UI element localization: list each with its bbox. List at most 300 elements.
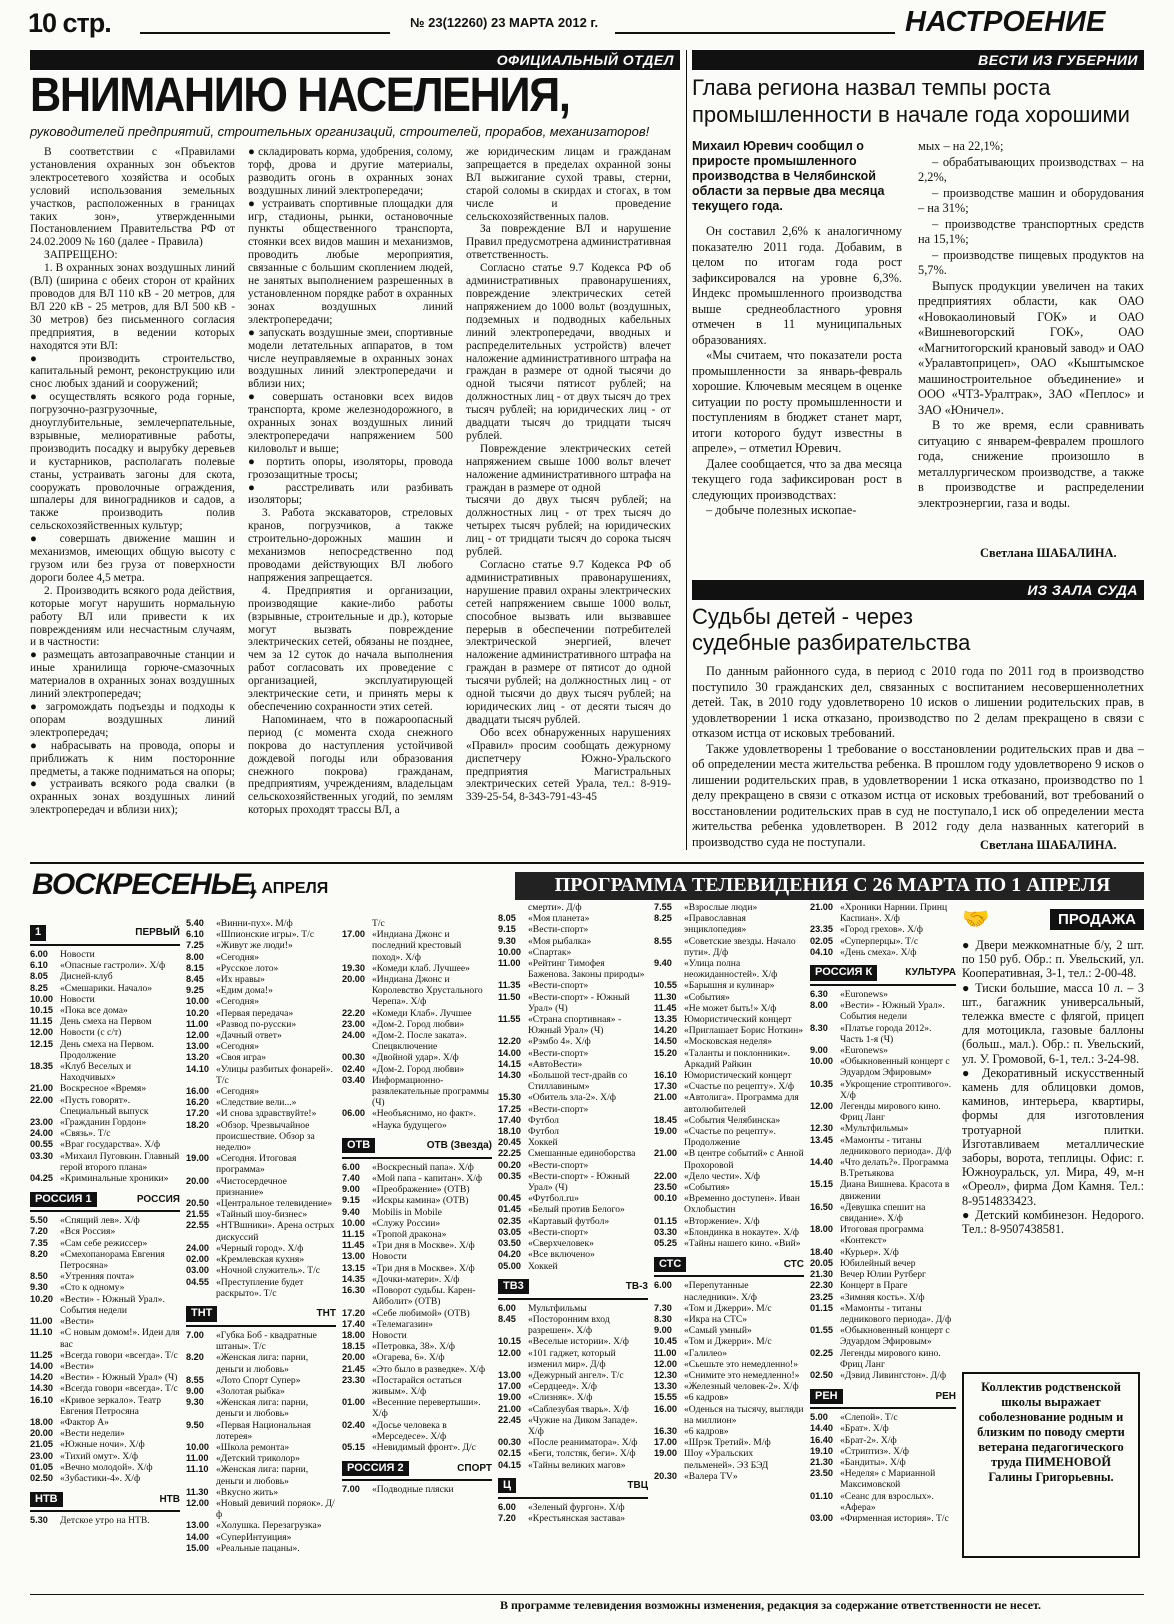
channel-logo: РЕН [810, 1389, 843, 1404]
tv-show: Вечер Юлии Рутберг [840, 1269, 926, 1281]
tv-time: 10.00 [498, 946, 521, 957]
tv-listing [654, 992, 804, 1003]
tv-show: «Кремлевская кухня» [216, 1254, 305, 1266]
tv-show: Информационно-развлекательные программы (Ч) [372, 1074, 489, 1109]
tv-listing [342, 1484, 492, 1495]
tv-show: «Счастье по рецепту». Х/ф [684, 1081, 795, 1093]
tv-show: «Южные ночи». Х/ф [60, 1439, 145, 1451]
tv-show: смерти». Д/ф [528, 902, 582, 913]
channel-name: ТВ-3 [625, 1281, 648, 1293]
tv-show: «Винни-пух». М/ф [216, 918, 293, 929]
tv-show: «Мой папа - капитан». Х/ф [372, 1173, 483, 1185]
tv-listing [342, 1442, 492, 1453]
tv-time: 11.10 [186, 1464, 209, 1475]
tv-listing [186, 974, 336, 985]
tv-listing [342, 1229, 492, 1240]
tv-show: «С новым домом!». Идеи для вас [60, 1327, 180, 1350]
channel-header [342, 1457, 492, 1481]
tv-show: «Курьер». Х/ф [840, 1246, 899, 1258]
tv-time: 02.25 [810, 1347, 833, 1358]
tv-show: «Сегодня» [216, 1041, 260, 1053]
tv-listing [810, 1247, 956, 1258]
article-subtitle: руководителей предприятий, строительных организаций, строителей, прорабов, механизаторов! [30, 124, 650, 139]
tv-listing [342, 918, 492, 929]
tv-show: «101 гаджет, который изменил мир». Д/ф [528, 1347, 616, 1370]
tv-show: «СуперИнтуиция» [216, 1531, 292, 1543]
tv-show: Смешанные единоборства [528, 1148, 636, 1160]
tv-listing [186, 1397, 336, 1419]
channel-logo: Ц [498, 1478, 516, 1493]
channel-name: ТНТ [316, 1308, 336, 1320]
tv-time: 12.15 [30, 1038, 53, 1049]
tv-time: 11.00 [498, 958, 521, 969]
tv-show: «Тихий омут». Х/ф [60, 1450, 139, 1462]
tv-time [342, 918, 372, 929]
tv-show: «Чужие на Диком Западе». Х/ф [528, 1414, 638, 1437]
tv-show: «Тропой дракона» [372, 1229, 447, 1241]
tv-show: «Женская лига: парни, деньги и любовь» [216, 1352, 309, 1375]
channel-logo: ОТВ [342, 1138, 375, 1153]
tv-show: Мультфильмы [528, 1302, 587, 1314]
tv-listing [654, 913, 804, 935]
tv-listing [498, 1381, 648, 1392]
tv-time: 12.30 [810, 1123, 833, 1134]
tv-time: 6.00 [654, 1280, 672, 1291]
tv-listing [810, 1000, 956, 1022]
tv-listing [342, 1019, 492, 1030]
tv-show: «Платье города 2012». Часть 1-я (Ч) [840, 1022, 932, 1045]
channel-logo: РОССИЯ К [810, 965, 877, 980]
tv-listing [498, 1437, 648, 1448]
tv-listing [186, 1453, 336, 1464]
channel-logo: ТНТ [186, 1306, 217, 1321]
tv-listing [186, 1198, 336, 1209]
tv-time: 6.00 [498, 1501, 516, 1512]
tv-show: «Белый против Белого» [528, 1204, 625, 1216]
region-lead: Михаил Юревич сообщил о приросте промышленного производства в Челябинской области за первые два месяца текущего года. [692, 139, 885, 213]
tv-listing [186, 985, 336, 996]
tv-time: 18.40 [810, 1246, 833, 1257]
tv-time: 13.00 [186, 1520, 209, 1531]
tv-show: «Двойной удар». Х/ф [372, 1052, 459, 1064]
tv-show: «Дежурный ангел». Т/с [528, 1369, 624, 1381]
tv-show: «Брат». Х/ф [840, 1423, 889, 1435]
tv-show: «Кривое зеркало». Театр Евгения Петросяна [60, 1394, 162, 1417]
tv-time: 18.00 [810, 1224, 833, 1235]
tv-time: 16.30 [654, 1425, 677, 1436]
tv-time: 14.10 [186, 1063, 209, 1074]
tv-time: 22.00 [30, 1094, 53, 1105]
region-author: Светлана ШАБАЛИНА. [980, 546, 1117, 560]
tv-show: «Это было в разведке». Х/ф [372, 1363, 486, 1375]
tv-listing [654, 1036, 804, 1047]
tv-time: 20.30 [654, 1470, 677, 1481]
channel-header [342, 1135, 492, 1159]
tv-show: «Дом-2. После заката». Спецвключение [372, 1030, 467, 1053]
channel-header [30, 922, 180, 946]
tv-listing [654, 1070, 804, 1081]
tv-listing [30, 1473, 180, 1484]
tv-time: 8.45 [186, 974, 204, 985]
tv-bottom-rule [30, 1594, 1144, 1595]
tv-time: 16.10 [654, 1070, 677, 1081]
tv-listing [342, 974, 492, 1008]
tv-time: 11.55 [498, 1014, 521, 1025]
tv-listing [810, 1258, 956, 1269]
tv-time: 6.00 [30, 949, 48, 959]
tv-show: «Железный человек-2». Х/ф [684, 1381, 799, 1393]
ad-item: ● Двери межкомнатные б/у, 2 шт. по 150 руб. Обр.: п. Увельский, ул. Кооперативная, 3-1, тел.: 2-00-48. [962, 938, 1144, 981]
tv-time: 9.50 [186, 1419, 204, 1430]
tv-listing [30, 1016, 180, 1027]
tv-show: Дисней-клуб [60, 971, 113, 983]
tv-time: 14.20 [30, 1372, 53, 1383]
tv-listing [498, 1460, 648, 1471]
tv-show: «Их нравы» [216, 974, 265, 986]
tv-time: 8.25 [30, 982, 48, 993]
tv-listing [498, 1448, 648, 1459]
tv-show: Хоккей [528, 1260, 558, 1272]
tv-show: «Шрэк Третий». М/ф [684, 1437, 771, 1449]
tv-show: Футбол [528, 1126, 559, 1138]
tv-time: 17.00 [498, 1381, 521, 1392]
tv-time: 10.00 [186, 996, 209, 1007]
tv-listing [654, 902, 804, 913]
tv-listing [810, 1280, 956, 1291]
tv-time: 8.05 [30, 971, 48, 982]
tv-listing [654, 1426, 804, 1437]
tv-listing [654, 1092, 804, 1114]
tv-show: «Том и Джерри». М/с [684, 1302, 772, 1314]
tv-listing [30, 1395, 180, 1417]
tv-listing [342, 1008, 492, 1019]
tv-time: 17.30 [654, 1081, 677, 1092]
tv-time: 8.55 [186, 1374, 204, 1385]
tv-time: 00.10 [654, 1193, 677, 1204]
tv-time: 5.40 [186, 918, 204, 928]
tv-show: «Слепой». Т/с [840, 1412, 898, 1424]
rubric-court: ИЗ ЗАЛА СУДА [692, 580, 1144, 600]
tv-time: 24.00 [30, 1128, 53, 1139]
tv-show: Новости [372, 1329, 407, 1341]
tv-listing [810, 1202, 956, 1224]
tv-time: 14.20 [654, 1025, 677, 1036]
tv-show: «Блондинка в нокауте». Х/ф [684, 1226, 800, 1238]
tv-show: «Сегодня. Итоговая программа» [216, 1153, 297, 1176]
tv-listing [186, 1265, 336, 1276]
tv-show: Новости (с с/т) [60, 1027, 122, 1039]
tv-listing [654, 1025, 804, 1036]
tv-show: «События» [684, 1182, 730, 1194]
tv-time: 11.30 [654, 991, 677, 1002]
official-col-2: ● складировать корма, удобрения, солому, торф, дрова и другие материалы, разводить огонь в охранных зонах воздушных линий электропередачи; ● устраивать спортивные площадки для игр, стадионы, рынки, остановочные пункты общественного транспорта, стоянки всех видов машин и механизмов, проводить любые мероприятия, связанные с большим скоплением людей, не занятых выполнением разрешенных в установленном порядке работ в охранных зонах воздушных линий электропередачи; ● запускать воздушные змеи, спортивные модели летательных аппаратов, в том числе неуправляемые в охранных зонах воздушных линий электропередачи и вблизи них; ● совершать остановки всех видов транспорта, кроме железнодорожного, в охранных зонах воздушных линий электропередачи напряжением 500 киловольт и выше; ● портить опоры, изоляторы, провода грозозащитные тросы; ● расстреливать или разбивать изоляторы; 3. Работа экскаваторов, стреловых кранов, погрузчиков, а также строительно-дорожных машин и механизмов непосредственно под проводами действующих ВЛ любого напряжения запрещается. 4. Предприятия и организации, производящие какие-либо работы (взрывные, строительные и др.), которые могут вызвать повреждение электрических сетей, обязаны не позднее, чем за 12 суток до начала выполнения работ согласовать их проведение с организацией, эксплуатирующей электрические сети, и принять меры к обеспечению сохранности этих сетей. Напоминаем, что в пожароопасный период (с момента схода снежного покрова до наступления устойчивой дождевой погоды или образования снежного покрова) гражданам, предприятиям, учреждениям, владельцам сельскохозяйственных угодий, по землям которых проходят трассы ВЛ, а [248, 146, 453, 817]
tv-listing [498, 1392, 648, 1403]
tv-show: «Улицы разбитых фонарей». Т/с [216, 1063, 333, 1086]
tv-show: «Сеанс для взрослых». «Афера» [840, 1490, 934, 1513]
tv-listing [342, 1173, 492, 1184]
tv-listing [654, 1370, 804, 1381]
tv-show: «Посторонним вход разрешен». Х/ф [528, 1313, 610, 1337]
ads-box [962, 906, 1144, 1356]
tv-listing [342, 1030, 492, 1052]
tv-show: «Вести-спорт» [528, 1226, 589, 1238]
tv-show: «Дэвид Ливингстон». Д/ф [840, 1369, 947, 1381]
tv-time: 5.00 [810, 1412, 828, 1423]
tv-time: 11.00 [186, 1453, 209, 1464]
tv-listing [810, 1457, 956, 1468]
tv-listing [498, 1193, 648, 1204]
tv-time: 14.40 [810, 1157, 833, 1168]
tv-time: 13.15 [342, 1262, 365, 1273]
tv-listing [810, 1056, 956, 1078]
tv-show: «Новый девичий поряок». Д/ф [216, 1497, 335, 1521]
tv-time: 11.30 [186, 1486, 209, 1497]
channel-header [810, 962, 956, 986]
tv-listing [810, 1135, 956, 1157]
tv-time: 00.30 [498, 1437, 521, 1448]
tv-listing [186, 1375, 336, 1386]
ad-item: ● Тиски большие, масса 10 л. – 3 шт., багажник универсальный, тележка вместе с флягой, прицеп для мотоцикла, газовые баллоны (больш., мал.). Обр.: п. Увельский, ул. У. Громовой, 6-1, тел.: 3-24-98. [962, 980, 1144, 1066]
tv-listing [342, 1308, 492, 1319]
tv-time: 8.00 [186, 951, 204, 962]
tv-time: 03.50 [498, 1238, 521, 1249]
tv-time: 17.40 [498, 1114, 521, 1125]
tv-show: Диана Вишнева. Красота в движении [840, 1179, 950, 1202]
tv-listing [342, 1364, 492, 1375]
ads-title: ПРОДАЖА [1050, 909, 1144, 930]
tv-show: «Фактор А» [60, 1416, 109, 1428]
rubric-official: ОФИЦИАЛЬНЫЙ ОТДЕЛ [30, 50, 680, 70]
tv-time: 11.45 [654, 1002, 677, 1013]
tv-show: «Беги, толстяк, беги». Х/ф [528, 1448, 636, 1460]
tv-time: 19.00 [186, 1153, 209, 1164]
tv-show: «Сто к одному» [60, 1282, 125, 1294]
tv-col-2 [186, 918, 336, 1588]
tv-time: 11.00 [186, 1018, 209, 1029]
tv-show: «Валера TV» [684, 1470, 738, 1482]
tv-time: 8.20 [30, 1248, 48, 1259]
tv-time: 9.30 [30, 1282, 48, 1293]
tv-listing [654, 1115, 804, 1126]
tv-listing [30, 1383, 180, 1394]
tv-time: 7.20 [498, 1512, 516, 1523]
tv-show: «Обыкновенный концерт с Эдуардом Эфировым» [840, 1056, 950, 1079]
tv-show: «Галилео» [684, 1347, 728, 1359]
tv-show: «Клуб Веселых и Находчивых» [60, 1061, 132, 1084]
tv-show: «НТВшники». Арена острых дискуссий [216, 1220, 335, 1243]
tv-time: 24.00 [342, 1030, 365, 1041]
tv-show: «Пусть говорят». Специальный выпуск [60, 1094, 149, 1117]
tv-listing [30, 1350, 180, 1361]
tv-time: 21.00 [654, 1092, 677, 1103]
tv-show: «Петровка, 38». Х/ф [372, 1341, 455, 1353]
tv-show: «Город грехов». Х/ф [840, 924, 923, 936]
ads-list [962, 938, 1144, 1236]
tv-show: «Женская лига: парни, деньги и любовь» [216, 1464, 309, 1487]
ad-item: ● Детский комбинезон. Недорого. Тел.: 8-9507438581. [962, 1207, 1144, 1237]
tv-time: 7.00 [342, 1484, 360, 1495]
tv-time: 02.00 [186, 1254, 209, 1265]
tv-show: «Спартак» [528, 946, 572, 958]
tv-show: «Дачный ответ» [216, 1030, 282, 1042]
tv-listing [342, 1319, 492, 1330]
tv-time: 12.30 [654, 1369, 677, 1380]
condolence-box [962, 1372, 1140, 1558]
tv-listing [498, 1204, 648, 1215]
tv-time: 20.00 [342, 1352, 365, 1363]
tv-show: «События» [684, 991, 730, 1003]
tv-time: 20.00 [342, 974, 365, 985]
tv-show: «Неделя» с Марианной Максимовской [840, 1468, 936, 1491]
tv-time: 17.20 [186, 1108, 209, 1119]
tv-show: «Приглашает Борис Ноткин» [684, 1025, 804, 1037]
tv-time: 13.20 [186, 1052, 209, 1063]
tv-time: 9.30 [186, 1397, 204, 1408]
tv-time: 22.55 [186, 1220, 209, 1231]
tv-show: «Дело чести». Х/ф [684, 1170, 761, 1182]
tv-show: «Обзор. Чрезвычайное происшествие. Обзор за неделю» [216, 1119, 315, 1154]
tv-listing [30, 1139, 180, 1150]
tv-show: Юмористический концерт [684, 1070, 792, 1082]
tv-time: 16.10 [30, 1394, 53, 1405]
tv-show: «Рэмбо 4». Х/ф [528, 1036, 591, 1048]
tv-listing [498, 1070, 648, 1092]
tv-time: 04.15 [498, 1459, 521, 1470]
tv-time: 10.35 [810, 1078, 833, 1089]
tv-show: «Девушка спешит на свидание». Х/ф [840, 1201, 926, 1225]
tv-time: 6.10 [186, 929, 204, 940]
tv-day: ВОСКРЕСЕНЬЕ, [32, 868, 258, 901]
tv-listing [30, 1282, 180, 1293]
tv-time: 20.00 [186, 1175, 209, 1186]
tv-listing [186, 1420, 336, 1442]
tv-listing [30, 1095, 180, 1117]
channel-name: НТВ [159, 1493, 180, 1505]
tv-time: 03.40 [342, 1074, 365, 1085]
tv-listing [186, 1153, 336, 1175]
tv-show: «Пока все дома» [60, 1005, 128, 1017]
tv-time: 9.40 [654, 958, 672, 969]
tv-listing [810, 1370, 956, 1381]
tv-show: «Дом-2. Город любви» [372, 1063, 465, 1075]
header-rule-right [615, 32, 895, 34]
tv-time: 9.15 [342, 1195, 360, 1206]
tv-show: «Смешарики. Начало» [60, 982, 153, 994]
tv-show: Mobilis in Mobile [372, 1206, 442, 1218]
tv-time: 03.05 [498, 1226, 521, 1237]
court-author: Светлана ШАБАЛИНА. [980, 838, 1117, 852]
tv-listing [30, 1083, 180, 1094]
channel-name: СТС [783, 1258, 804, 1270]
tv-time: 11.15 [342, 1229, 365, 1240]
tv-time: 9.40 [342, 1206, 360, 1217]
tv-show: «Всегда говори «всегда». Т/с [60, 1349, 178, 1361]
tv-show: «Икра на СТС» [684, 1313, 748, 1325]
tv-time: 20.00 [30, 1428, 53, 1439]
tv-show: Легенды мирового кино. Фриц Ланг [840, 1347, 941, 1370]
condolence-text: Коллектив родственской школы выражает соболезнование родным и близким по поводу смерти ветерана педагогического труда ПИМЕНОВОЙ Галины Григорьевны. [977, 1380, 1125, 1484]
tv-listing [498, 1137, 648, 1148]
tv-listing [30, 1027, 180, 1038]
tv-time: 5.50 [30, 1215, 48, 1226]
tv-show: «Таланты и поклонники». Аркадий Райкин [684, 1047, 791, 1070]
tv-time: 05.15 [342, 1441, 365, 1452]
tv-listing [30, 1372, 180, 1383]
tv-show: «Что делать?». Программа В.Третьякова [840, 1157, 949, 1180]
tv-show: «Футбол.ru» [528, 1193, 579, 1205]
tv-time: 10.55 [654, 980, 677, 991]
tv-show: «Гражданин Гордон» [60, 1117, 147, 1129]
tv-show: «Сверхчеловек» [528, 1238, 594, 1250]
tv-time: 18.10 [498, 1126, 521, 1137]
tv-show: «Дочки-матери». Х/ф [372, 1273, 460, 1285]
tv-show: «Михаил Пуговкин. Главный герой второго плана» [60, 1150, 180, 1173]
tv-time: 13.00 [186, 1041, 209, 1052]
tv-listing [30, 1271, 180, 1282]
tv-listing [498, 1227, 648, 1238]
tv-listing [186, 1097, 336, 1108]
tv-listing [810, 936, 956, 947]
tv-show: Легенды мирового кино. Фриц Ланг [840, 1101, 941, 1124]
tv-listing [498, 1148, 648, 1159]
tv-show: «Не может быть!» Х/ф [684, 1002, 777, 1014]
tv-time: 05.00 [498, 1260, 521, 1271]
tv-show: «Суперперцы». Т/с [840, 935, 919, 947]
tv-show: «Враг государства». Х/ф [60, 1139, 161, 1151]
tv-show: «Обыкновенный концерт с Эдуардом Эфировым» [840, 1325, 950, 1348]
tv-time: 8.15 [186, 962, 204, 973]
tv-listing [810, 1412, 956, 1423]
tv-col-6 [810, 902, 956, 1592]
tv-time: 16.40 [810, 1434, 833, 1445]
tv-show: «Крестьянская застава» [528, 1512, 626, 1524]
tv-listing [186, 1442, 336, 1453]
tv-listing [186, 1064, 336, 1086]
tv-show: «Тайный шоу-бизнес» [216, 1209, 308, 1221]
tv-time: 14.30 [498, 1070, 521, 1081]
tv-time: 21.00 [30, 1083, 53, 1094]
tv-show: «Чистосердечное признание» [216, 1175, 287, 1198]
tv-listing [498, 1216, 648, 1227]
tv-listing [186, 996, 336, 1007]
channel-name: РОССИЯ [136, 1193, 180, 1205]
tv-time: 11.35 [498, 980, 521, 991]
tv-listing [810, 1023, 956, 1045]
tv-col-1 [30, 918, 180, 1588]
tv-listing [342, 1064, 492, 1075]
tv-listing [498, 924, 648, 935]
tv-show: «АвтоВести» [528, 1058, 583, 1070]
tv-listing [654, 958, 804, 980]
tv-show: «Школа ремонта» [216, 1441, 290, 1453]
tv-show: «Бандиты». Х/ф [840, 1456, 906, 1468]
tv-listing [810, 1179, 956, 1201]
tv-show: День смеха на Первом [60, 1016, 152, 1028]
tv-show: «Воскресный папа». Х/ф [372, 1161, 474, 1173]
tv-time: 02.40 [342, 1419, 365, 1430]
tv-time: 19.00 [654, 1126, 677, 1137]
tv-listing [30, 1462, 180, 1473]
tv-listing [654, 1404, 804, 1426]
tv-show: «После реаниматора». Х/ф [528, 1437, 638, 1449]
channel-name: РЕН [935, 1390, 956, 1402]
tv-time: 11.15 [30, 1016, 53, 1027]
tv-listing [342, 1397, 492, 1419]
tv-listing [186, 929, 336, 940]
channel-name: КУЛЬТУРА [905, 967, 956, 979]
tv-listing [30, 1515, 180, 1526]
tv-listing [186, 1041, 336, 1052]
